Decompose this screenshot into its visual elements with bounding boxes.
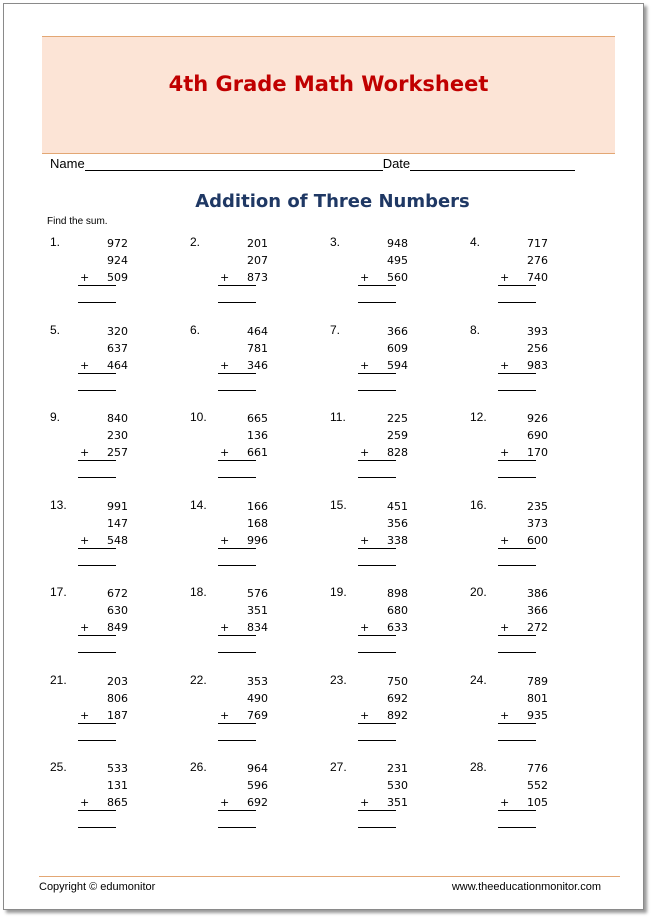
problem-item [190,585,290,665]
plus-sign: + [500,796,510,809]
addend-3: 257 [107,446,128,459]
problem-item [50,760,150,840]
footer-divider [39,876,620,877]
sum-rule [78,460,116,461]
answer-line [358,302,396,303]
addend-1: 166 [247,499,268,513]
plus-sign: + [220,271,230,284]
addend-1: 665 [247,412,268,425]
problem-number: 19. [330,585,347,599]
sum-rule [78,548,116,549]
addend-1: 964 [247,762,268,775]
addend-3: 983 [527,358,548,372]
name-field-line [85,156,383,171]
addend-3: 187 [107,708,128,722]
problem-item [190,323,290,403]
addend-2: 351 [247,604,268,617]
plus-sign: + [500,708,510,722]
addend-1: 789 [527,674,548,688]
answer-line [218,390,256,391]
problem-number: 12. [470,410,487,424]
sum-rule [78,373,116,374]
problem-item [50,235,150,315]
sum-rule [78,810,116,811]
answer-line [358,827,396,828]
problem-item [470,323,570,403]
problem-number: 26. [190,760,207,774]
answer-line [498,740,536,741]
problem-number: 16. [470,497,487,512]
addend-2: 373 [527,516,548,530]
addend-1: 225 [387,412,408,425]
instructions: Find the sum. [47,216,108,227]
sum-rule [498,723,536,724]
addend-3: 865 [107,796,128,809]
addend-2: 495 [387,254,408,267]
answer-line [78,740,116,741]
addend-1: 576 [247,587,268,600]
name-label: Name [50,156,85,171]
addend-2: 924 [107,254,128,267]
addend-1: 386 [527,587,548,600]
addend-2: 168 [247,516,268,530]
problem-number: 10. [190,410,207,424]
addend-3: 600 [527,533,548,547]
addend-2: 356 [387,516,408,530]
addend-1: 948 [387,237,408,250]
addend-1: 451 [387,499,408,513]
addend-2: 131 [107,779,128,792]
answer-line [78,302,116,303]
addend-1: 672 [107,587,128,600]
addend-1: 366 [387,324,408,338]
sum-rule [78,635,116,636]
answer-line [78,827,116,828]
plus-sign: + [360,796,370,809]
problem-item [50,498,150,578]
addend-3: 828 [387,446,408,459]
addend-2: 801 [527,691,548,705]
answer-line [498,827,536,828]
problem-item [190,235,290,315]
answer-line [218,740,256,741]
problem-number: 20. [470,585,487,599]
problem-number: 2. [190,235,201,249]
addend-3: 464 [107,358,128,372]
problem-item [190,498,290,578]
plus-sign: + [220,446,230,459]
problem-item [50,673,150,753]
plus-sign: + [220,621,230,634]
plus-sign: + [360,446,370,459]
problem-item [470,498,570,578]
problem-number: 21. [50,672,67,687]
addend-2: 256 [527,341,548,355]
plus-sign: + [80,533,90,547]
problem-item [330,585,430,665]
answer-line [218,565,256,566]
problem-number: 14. [190,497,207,512]
sum-rule [218,810,256,811]
addend-2: 207 [247,254,268,267]
answer-line [78,390,116,391]
plus-sign: + [80,358,90,372]
addend-2: 530 [387,779,408,792]
addend-3: 633 [387,621,408,634]
addend-3: 346 [247,358,268,372]
answer-line [498,477,536,478]
problem-number: 5. [50,322,61,337]
addend-3: 105 [527,796,548,809]
problem-item [330,760,430,840]
problem-item [470,760,570,840]
answer-line [498,565,536,566]
addend-1: 840 [107,412,128,425]
sum-rule [358,285,396,286]
addend-3: 338 [387,533,408,547]
plus-sign: + [360,621,370,634]
sum-rule [358,810,396,811]
plus-sign: + [500,621,510,634]
sum-rule [498,460,536,461]
plus-sign: + [80,621,90,634]
answer-line [358,477,396,478]
plus-sign: + [360,271,370,284]
problem-number: 1. [50,235,61,249]
plus-sign: + [360,708,370,722]
addend-2: 552 [527,779,548,792]
problem-number: 3. [330,235,341,249]
addend-1: 717 [527,237,548,250]
addend-3: 351 [387,796,408,809]
plus-sign: + [360,533,370,547]
sum-rule [218,548,256,549]
addend-3: 272 [527,621,548,634]
sum-rule [218,635,256,636]
problem-number: 28. [470,760,487,774]
sum-rule [218,285,256,286]
sum-rule [358,635,396,636]
sum-rule [498,373,536,374]
sum-rule [498,810,536,811]
problem-number: 25. [50,760,67,774]
problem-item [330,323,430,403]
sum-rule [218,373,256,374]
sum-rule [358,373,396,374]
addend-3: 548 [107,533,128,547]
problem-item [330,235,430,315]
plus-sign: + [500,533,510,547]
problem-number: 6. [190,322,201,337]
addend-3: 769 [247,708,268,722]
answer-line [358,565,396,566]
plus-sign: + [220,708,230,722]
sum-rule [218,723,256,724]
date-label: Date [382,156,411,171]
problem-item [470,585,570,665]
problem-number: 11. [330,410,346,424]
addend-1: 533 [107,762,128,775]
addend-3: 692 [247,796,268,809]
worksheet-page [3,3,644,910]
answer-line [498,390,536,391]
problem-number: 23. [330,672,347,687]
problem-item [470,235,570,315]
addend-2: 490 [247,691,268,705]
problem-number: 8. [470,322,481,337]
problem-item [50,410,150,490]
problem-item [50,585,150,665]
plus-sign: + [80,271,90,284]
problem-number: 15. [330,497,347,512]
plus-sign: + [80,708,90,722]
problem-number: 27. [330,760,347,774]
plus-sign: + [220,796,230,809]
plus-sign: + [360,358,370,372]
problem-number: 22. [190,672,207,687]
addend-1: 393 [527,324,548,338]
page-title: 4th Grade Math Worksheet [168,72,489,96]
answer-line [78,477,116,478]
answer-line [218,827,256,828]
addend-3: 170 [527,446,548,459]
addend-3: 892 [387,708,408,722]
answer-line [78,565,116,566]
worksheet-subtitle: Addition of Three Numbers [195,191,470,212]
plus-sign: + [500,358,510,372]
answer-line [358,652,396,653]
problem-item [190,410,290,490]
plus-sign: + [500,271,510,284]
addend-3: 935 [527,708,548,722]
addend-2: 806 [107,691,128,705]
addend-2: 259 [387,429,408,442]
addend-1: 972 [107,237,128,250]
addend-2: 366 [527,604,548,617]
answer-line [358,390,396,391]
addend-1: 926 [527,412,548,425]
answer-line [498,302,536,303]
addend-3: 849 [107,621,128,634]
addend-1: 235 [527,499,548,513]
problem-item [330,673,430,753]
plus-sign: + [220,358,230,372]
header-band [42,36,615,154]
addend-1: 231 [387,762,408,775]
sum-rule [358,460,396,461]
addend-3: 834 [247,621,268,634]
addend-1: 320 [107,324,128,338]
footer-copyright: Copyright © edumonitor [39,881,156,893]
addend-2: 230 [107,429,128,442]
addend-2: 147 [107,516,128,530]
addend-3: 661 [247,446,268,459]
problem-item [50,323,150,403]
addend-1: 201 [247,237,268,250]
problem-item [330,498,430,578]
sum-rule [218,460,256,461]
problem-number: 13. [50,497,67,512]
date-field-line [410,156,575,171]
plus-sign: + [500,446,510,459]
sum-rule [498,285,536,286]
addend-1: 353 [247,674,268,688]
answer-line [498,652,536,653]
addend-1: 203 [107,674,128,688]
addend-1: 776 [527,762,548,775]
answer-line [218,652,256,653]
sum-rule [498,635,536,636]
sum-rule [78,285,116,286]
addend-1: 898 [387,587,408,600]
problem-number: 24. [470,672,487,687]
answer-line [78,652,116,653]
addend-3: 560 [387,271,408,284]
sum-rule [358,548,396,549]
addend-2: 680 [387,604,408,617]
addend-1: 464 [247,324,268,338]
problem-item [470,410,570,490]
problem-number: 9. [50,410,61,424]
addend-2: 136 [247,429,268,442]
addend-2: 630 [107,604,128,617]
problem-item [190,673,290,753]
addend-3: 996 [247,533,268,547]
problem-item [470,673,570,753]
plus-sign: + [80,796,90,809]
plus-sign: + [220,533,230,547]
addend-3: 509 [107,271,128,284]
sum-rule [78,723,116,724]
plus-sign: + [80,446,90,459]
problem-item [190,760,290,840]
addend-2: 781 [247,341,268,355]
sum-rule [358,723,396,724]
addend-1: 750 [387,674,408,688]
addend-3: 873 [247,271,268,284]
addend-1: 991 [107,499,128,513]
addend-2: 692 [387,691,408,705]
problem-item [330,410,430,490]
addend-3: 740 [527,271,548,284]
problem-number: 18. [190,585,207,599]
problem-number: 7. [330,322,341,337]
addend-2: 637 [107,341,128,355]
addend-2: 690 [527,429,548,442]
addend-3: 594 [387,358,408,372]
addend-2: 609 [387,341,408,355]
problem-number: 17. [50,585,67,599]
name-date-row [50,156,575,171]
footer-website: www.theeducationmonitor.com [451,881,601,893]
answer-line [358,740,396,741]
sum-rule [498,548,536,549]
problem-number: 4. [470,235,481,249]
addend-2: 596 [247,779,268,792]
answer-line [218,477,256,478]
addend-2: 276 [527,254,548,267]
answer-line [218,302,256,303]
